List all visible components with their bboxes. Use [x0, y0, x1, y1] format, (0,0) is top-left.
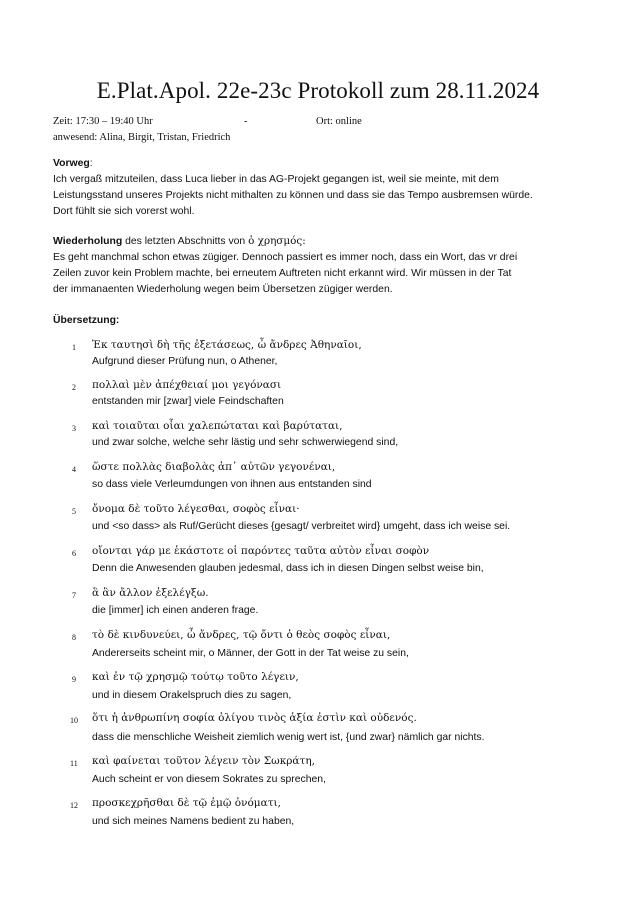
- line-number: 12: [70, 801, 78, 810]
- vorweg-line: Leistungsstand unseres Projekts nicht mithalten zu können und dass sie das Tempo ausbremsen würde.: [53, 190, 533, 201]
- german-translation: so dass viele Verleumdungen von ihnen aus entstanden sind: [92, 479, 372, 490]
- greek-line: οἴονται γάρ με ἑκάστοτε οἱ παρόντες ταῦτα αὐτὸν εἶναι σοφὸν: [92, 545, 430, 557]
- greek-line: ὅτι ἡ ἀνθρωπίνη σοφία ὀλίγου τινὸς ἀξία ἐστὶν καὶ οὐδενός.: [92, 712, 417, 724]
- attendees: anwesend: Alina, Birgit, Tristan, Friedrich: [53, 132, 231, 143]
- vorweg-heading-line: [53, 156, 593, 172]
- greek-line: τὸ δὲ κινδυνεύει, ὦ ἄνδρες, τῷ ὄντι ὁ θεὸς σοφὸς εἶναι,: [92, 629, 391, 641]
- line-number: 10: [70, 716, 78, 725]
- german-translation: dass die menschliche Weisheit ziemlich wenig wert ist, {und zwar} nämlich gar nichts.: [92, 732, 485, 743]
- german-translation: und sich meines Namens bedient zu haben,: [92, 816, 295, 827]
- document-title: E.Plat.Apol. 22e-23c Protokoll zum 28.11.2024: [96, 78, 540, 103]
- line-number: 1: [72, 343, 76, 352]
- greek-line: ἃ ἂν ἄλλον ἐξελέγξω.: [92, 587, 209, 599]
- greek-line: Ἐκ ταυτησὶ δὴ τῆς ἐξετάσεως, ὦ ἄνδρες Ἀθηναῖοι,: [92, 339, 362, 351]
- wiederholung-line: der immanaenten Wiederholung wegen beim Übersetzen zügiger werden.: [53, 284, 393, 295]
- uebersetzung-heading: Übersetzung:: [53, 315, 120, 326]
- line-number: 9: [72, 675, 76, 684]
- german-translation: und zwar solche, welche sehr lästig und sehr schwerwiegend sind,: [92, 437, 399, 448]
- greek-line: πολλαὶ μὲν ἀπέχθειαί μοι γεγόνασι: [92, 379, 282, 391]
- meeting-time: Zeit: 17:30 – 19:40 Uhr: [53, 116, 153, 127]
- line-number: 8: [72, 633, 76, 642]
- german-translation: Auch scheint er von diesem Sokrates zu sprechen,: [92, 774, 326, 785]
- german-translation: entstanden mir [zwar] viele Feindschaften: [92, 396, 284, 407]
- german-translation: die [immer] ich einen anderen frage.: [92, 605, 259, 616]
- line-number: 5: [72, 507, 76, 516]
- german-translation: und <so dass> als Ruf/Gerücht dieses {gesagt/ verbreitet wird} umgeht, dass ich weise sei.: [92, 521, 511, 532]
- greek-line: ὄνομα δὲ τοῦτο λέγεσθαι, σοφὸς εἶναι·: [92, 503, 300, 515]
- german-translation: Denn die Anwesenden glauben jedesmal, dass ich in diesen Dingen selbst weise bin,: [92, 563, 484, 574]
- greek-line: καὶ ἐν τῷ χρησμῷ τούτῳ τοῦτο λέγειν,: [92, 671, 299, 683]
- wiederholung-greek-word: ὁ χρησμός:: [248, 235, 306, 247]
- line-number: 4: [72, 465, 76, 474]
- wiederholung-heading: Wiederholung: [53, 236, 123, 247]
- section-vorweg: [53, 156, 593, 220]
- vorweg-heading: Vorweg: [53, 158, 90, 169]
- section-wiederholung: [53, 233, 593, 298]
- greek-line: καὶ φαίνεται τοῦτον λέγειν τὸν Σωκράτη,: [92, 755, 315, 767]
- wiederholung-line: Zeilen zuvor kein Problem machte, bei erneutem Auftreten nicht erkannt wird. Wir müssen in der Tat: [53, 268, 512, 279]
- greek-line: ὥστε πολλὰς διαβολὰς ἀπ᾽ αὐτῶν γεγονέναι,: [92, 461, 336, 473]
- german-translation: und in diesem Orakelspruch dies zu sagen,: [92, 690, 292, 701]
- line-number: 7: [72, 591, 76, 600]
- greek-line: προσκεχρῆσθαι δὲ τῷ ἐμῷ ὀνόματι,: [92, 797, 281, 809]
- wiederholung-line: Es geht manchmal schon etwas zügiger. Dennoch passiert es immer noch, dass ein Wort, das vr drei: [53, 252, 518, 263]
- meta-dash: -: [244, 116, 248, 127]
- wiederholung-heading-line: [53, 233, 593, 250]
- line-number: 6: [72, 549, 76, 558]
- line-number: 2: [72, 383, 76, 392]
- meeting-place: Ort: online: [316, 116, 362, 127]
- vorweg-line: Dort fühlt sie sich vorerst wohl.: [53, 206, 195, 217]
- line-number: 3: [72, 424, 76, 433]
- german-translation: Aufgrund dieser Prüfung nun, o Athener,: [92, 356, 278, 367]
- german-translation: Andererseits scheint mir, o Männer, der Gott in der Tat weise zu sein,: [92, 648, 409, 659]
- line-number: 11: [70, 759, 78, 768]
- vorweg-colon: :: [89, 158, 93, 169]
- wiederholung-heading-rest: des letzten Abschnitts von: [122, 236, 249, 247]
- vorweg-line: Ich vergaß mitzuteilen, dass Luca lieber in das AG-Projekt gegangen ist, weil sie meinte, mit dem: [53, 174, 499, 185]
- meta-row: [53, 116, 593, 130]
- greek-line: καὶ τοιαῦται οἷαι χαλεπώταται καὶ βαρύταται,: [92, 420, 343, 432]
